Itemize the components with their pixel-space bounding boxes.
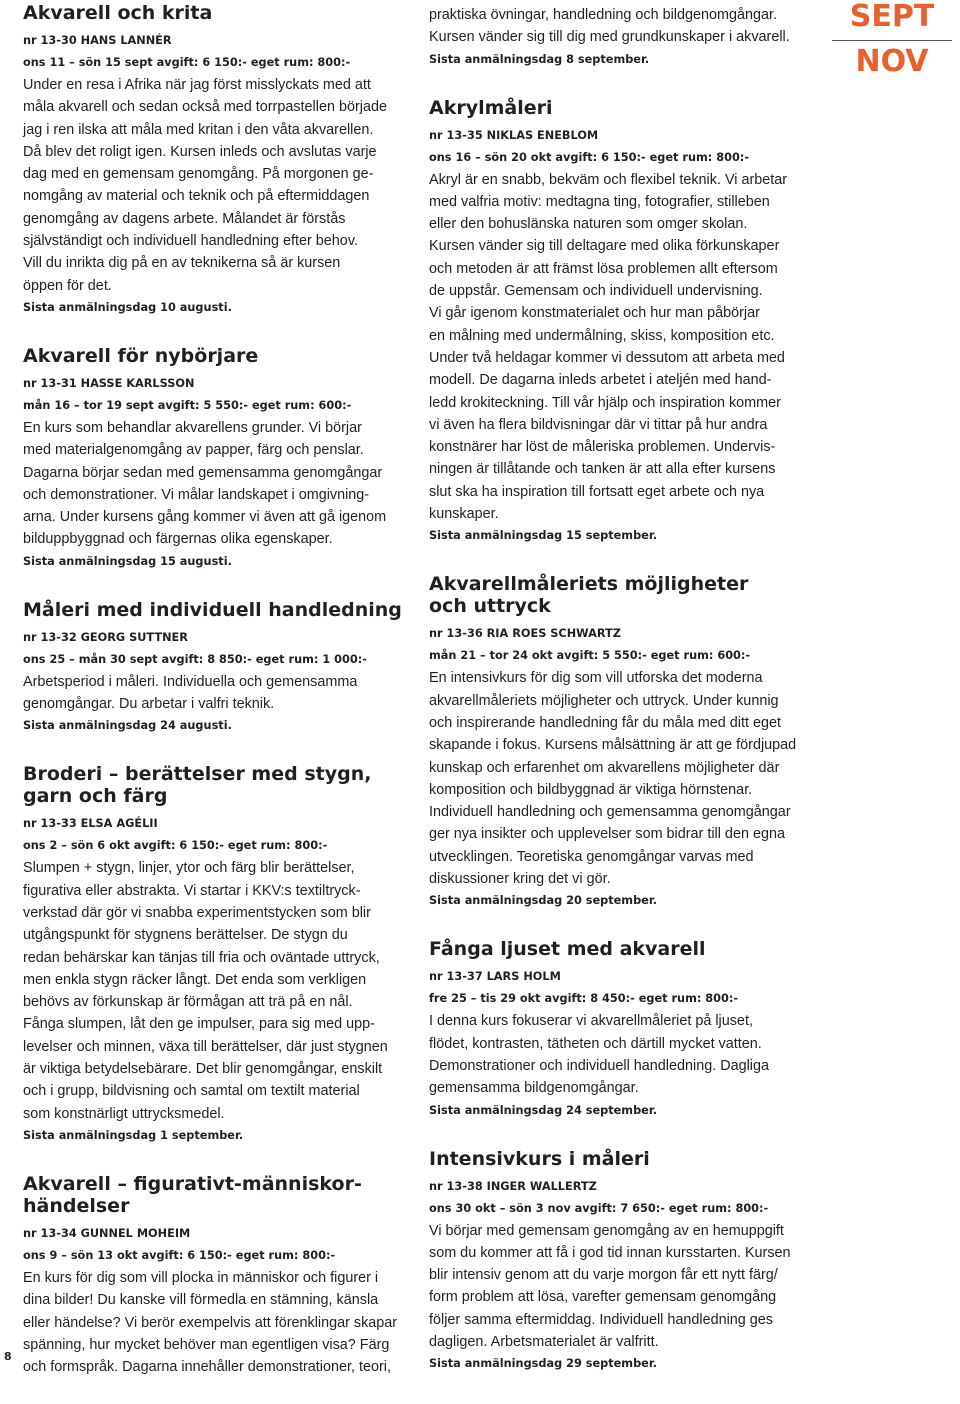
course-description: Under en resa i Afrika när jag först misslyckats med att måla akvarell och sedan också med torrpastellen började jag i ren ilska att måla med kritan i den våta akvarellen. Då blev det roligt igen. Kursen inleds och avslutas varje dag med en gemensam genomgång. På morgonen ge- nomgång av material och teknik och på eftermiddagen genomgång av dagens arbete. Målandet är förstås självständigt och individuell handledning efter behov. Vill du inrikta dig på en av teknikerna så är kursen öppen för det. [23, 77, 387, 294]
month-label-nov: NOV [855, 44, 929, 79]
course-title: Måleri med individuell handledning [23, 598, 402, 621]
course-title: Akrylmåleri [429, 96, 553, 119]
course-13-36 [429, 573, 821, 912]
course-dates-fees: ons 25 – mån 30 sept avgift: 8 850:- eget rum: 1 000:- [23, 652, 367, 666]
course-dates-fees: fre 25 – tis 29 okt avgift: 8 450:- eget rum: 800:- [429, 992, 739, 1006]
course-deadline: Sista anmälningsdag 15 augusti. [23, 554, 232, 568]
course-title: Akvarell för nybörjare [23, 344, 259, 367]
course-title: Akvarell – figurativt-människor- händelser [23, 1172, 362, 1217]
course-13-38 [429, 1148, 821, 1376]
month-label-sept: SEPT [849, 0, 935, 34]
course-dates-fees: ons 30 okt – sön 3 nov avgift: 7 650:- eget rum: 800:- [429, 1201, 769, 1215]
course-dates-fees: mån 21 – tor 24 okt avgift: 5 550:- eget rum: 600:- [429, 649, 751, 663]
course-description: Arbetsperiod i måleri. Individuella och gemensamma genomgångar. Du arbetar i valfri teknik. [23, 673, 358, 713]
course-description: Slumpen + stygn, linjer, ytor och färg blir berättelser, figurativa eller abstrakta. Vi startar i KKV:s textiltryck- verkstad där gör vi snabba experimentstycken som blir utgångspunkt för stygnens berättelser. De stygn du redan behärskar kan tänjas till fria och oväntade uttryck, men enkla stygn räcker långt. Det enda som verkligen behövs av förkunskap är förmågan att trä på en nål. Fånga slumpen, låt den ge impulser, para sig med upp- levelser och minnen, växa till berättelser, där just stygnen är viktiga betydelsebärare. Det blir genomgångar, enskilt och i grupp, bildvisning och samtal om textilt material som konstnärligt uttrycksmedel. [23, 860, 388, 1122]
course-title: Intensivkurs i måleri [429, 1147, 650, 1170]
right-column [429, 4, 821, 1401]
course-description: I denna kurs fokuserar vi akvarellmåleriet på ljuset, flödet, kontrasten, tätheten och därtill mycket vatten. Demonstrationer och individuell handledning. Dagliga gemensamma bildgenomgångar. [429, 1013, 769, 1097]
month-header [832, 0, 952, 79]
course-dates-fees: ons 2 – sön 6 okt avgift: 6 150:- eget rum: 800:- [23, 839, 328, 853]
course-deadline: Sista anmälningsdag 8 september. [429, 52, 650, 66]
course-description: Akryl är en snabb, bekväm och flexibel teknik. Vi arbetar med valfria motiv: medtagna ting, fotografier, stilleben eller den bohuslänska naturen som omger skolan. Kursen vänder sig till deltagare med olika förkunskaper och metoden är att främst lösa problemen allt eftersom de uppstår. Gemensam och individuell undervisning. Vi går igenom konstmaterialet och hur man påbörjar en målning med undermålning, skiss, komposition etc. Under två heldagar kommer vi dessutom att arbeta med modell. De dagarna inleds arbetet i ateljén med hand- ledd krokiteckning. Till vår hjälp och inspiration kommer vi även ha flera bildvisningar där vi tittar på hur andra konstnärer har löst de måleriska problemen. Undervis- ningen är tillåtande och tanken är att alla efter kursens slut ska ha inspiration till fortsatt eget arbete och nya kunskaper. [429, 171, 788, 523]
course-code-teacher: nr 13-33 ELSA AGÉLII [23, 817, 158, 831]
course-code-teacher: nr 13-30 HANS LANNÉR [23, 34, 172, 47]
course-13-32 [23, 599, 408, 738]
course-description: En kurs för dig som vill plocka in människor och figurer i dina bilder! Du kanske vill förmedla en stämning, känsla eller händelse? Vi berör exempelvis att förenklingar skapar spänning, hur mycket behöver man egentligen visa? Färg och formspråk. Dagarna innehåller demonstrationer, teori, [23, 1269, 398, 1376]
course-description-continued: praktiska övningar, handledning och bildgenomgångar. Kursen vänder sig till dig med grundkunskaper i akvarell. [429, 7, 790, 46]
course-deadline: Sista anmälningsdag 24 augusti. [23, 719, 232, 733]
course-code-teacher: nr 13-31 HASSE KARLSSON [23, 376, 195, 390]
course-dates-fees: ons 11 – sön 15 sept avgift: 6 150:- eget rum: 800:- [23, 56, 351, 69]
course-code-teacher: nr 13-35 NIKLAS ENEBLOM [429, 128, 599, 142]
course-code-teacher: nr 13-38 INGER WALLERTZ [429, 1179, 597, 1193]
course-description: En intensivkurs för dig som vill utforska det moderna akvarellmåleriets möjligheter och uttryck. Under kunnig och inspirerande handledning får du måla med ditt eget skapande i fokus. Kursens målsättning är att ge fördjupad kunskap och erfarenhet om akvarellens möjligheter där komposition och bildbyggnad är viktiga hörnstenar. Individuell handledning och gemensamma genomgångar ger nya insikter och upplevelser som bidrar till den egna utvecklingen. Teoretiska genomgångar varvas med diskussioner kring det vi gör. [429, 670, 797, 888]
course-title: Akvarell och krita [23, 2, 213, 24]
course-title: Fånga ljuset med akvarell [429, 938, 706, 961]
course-code-teacher: nr 13-37 LARS HOLM [429, 970, 561, 984]
course-dates-fees: ons 9 – sön 13 okt avgift: 6 150:- eget rum: 800:- [23, 1248, 336, 1262]
course-13-34 [23, 1173, 408, 1378]
course-13-37 [429, 938, 821, 1121]
course-description: En kurs som behandlar akvarellens grunder. Vi börjar med materialgenomgång av papper, färg och penslar. Dagarna börjar sedan med gemensamma genomgångar och demonstrationer. Vi målar landskapet i omgivning- arna. Under kursens gång kommer vi även att gå igenom bilduppbyggnad och färgernas olika egenskaper. [23, 419, 387, 548]
course-title: Broderi – berättelser med stygn, garn och färg [23, 763, 372, 808]
course-deadline: Sista anmälningsdag 20 september. [429, 894, 658, 908]
left-column [23, 2, 408, 1404]
course-13-31 [23, 345, 408, 573]
page-number: 8 [4, 1350, 12, 1363]
course-code-teacher: nr 13-36 RIA ROES SCHWARTZ [429, 627, 621, 641]
month-divider [832, 40, 952, 41]
course-13-34-continued [429, 4, 821, 71]
course-13-35 [429, 97, 821, 548]
course-title: Akvarellmåleriets möjligheter och uttryck [429, 573, 749, 618]
course-deadline: Sista anmälningsdag 10 augusti. [23, 300, 232, 314]
course-dates-fees: ons 16 – sön 20 okt avgift: 6 150:- eget rum: 800:- [429, 150, 750, 164]
course-dates-fees: mån 16 – tor 19 sept avgift: 5 550:- eget rum: 600:- [23, 398, 352, 412]
course-deadline: Sista anmälningsdag 29 september. [429, 1357, 658, 1371]
course-code-teacher: nr 13-32 GEORG SUTTNER [23, 630, 188, 644]
course-13-33 [23, 763, 408, 1147]
course-deadline: Sista anmälningsdag 15 september. [429, 529, 658, 543]
course-deadline: Sista anmälningsdag 24 september. [429, 1103, 658, 1117]
course-13-30 [23, 2, 408, 319]
course-description: Vi börjar med gemensam genomgång av en hemuppgift som du kommer att få i god tid innan kursstarten. Kursen blir intensiv genom att du varje morgon får ett nytt färg/ form problem att lösa, varefter gemensam genomgång följer samma eftermiddag. Individuell handledning ges dagligen. Arbetsmaterialet är valfritt. [429, 1222, 791, 1350]
course-code-teacher: nr 13-34 GUNNEL MOHEIM [23, 1226, 191, 1240]
course-deadline: Sista anmälningsdag 1 september. [23, 1128, 244, 1142]
